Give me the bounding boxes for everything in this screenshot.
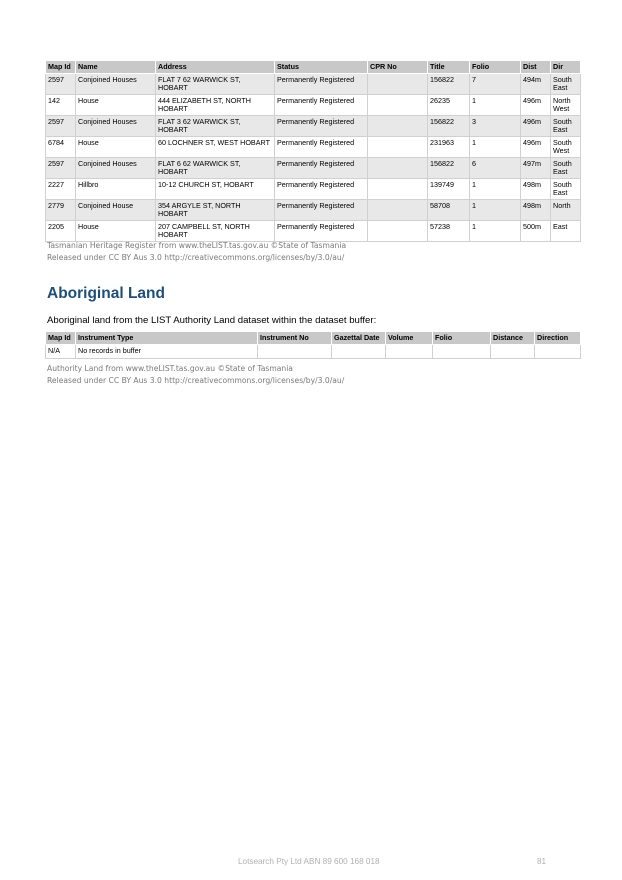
table-cell: Conjoined Houses	[76, 158, 156, 179]
heritage-register-table	[45, 60, 581, 242]
table-header-row	[46, 332, 581, 345]
table-cell: 231963	[428, 137, 470, 158]
table-cell: 354 ARGYLE ST, NORTH HOBART	[156, 200, 275, 221]
table-cell: Permanently Registered	[275, 200, 368, 221]
table-cell: Permanently Registered	[275, 221, 368, 242]
table-cell: 498m	[521, 179, 551, 200]
table-row	[46, 95, 581, 116]
table-row	[46, 200, 581, 221]
table-cell: 6	[470, 158, 521, 179]
column-header: Folio	[433, 332, 491, 345]
table-cell: 156822	[428, 74, 470, 95]
table-cell	[368, 221, 428, 242]
table-cell	[491, 345, 535, 359]
table-cell	[368, 158, 428, 179]
table-cell	[332, 345, 386, 359]
table-cell	[386, 345, 433, 359]
table-cell: 496m	[521, 137, 551, 158]
table-cell	[368, 137, 428, 158]
table-cell: 156822	[428, 158, 470, 179]
footer-company: Lotsearch Pty Ltd ABN 89 600 168 018	[238, 857, 380, 866]
table-cell: 1	[470, 137, 521, 158]
column-header: Status	[275, 61, 368, 74]
table-cell: 6784	[46, 137, 76, 158]
table-cell: 497m	[521, 158, 551, 179]
table-row	[46, 137, 581, 158]
table-cell: Conjoined Houses	[76, 74, 156, 95]
table-cell: Permanently Registered	[275, 74, 368, 95]
section-heading: Aboriginal Land	[47, 285, 165, 302]
column-header: Instrument No	[258, 332, 332, 345]
table-cell: 498m	[521, 200, 551, 221]
table-cell: Conjoined House	[76, 200, 156, 221]
table-cell: 1	[470, 200, 521, 221]
column-header: Title	[428, 61, 470, 74]
table-cell: 444 ELIZABETH ST, NORTH HOBART	[156, 95, 275, 116]
table-cell: 496m	[521, 116, 551, 137]
table-cell: Permanently Registered	[275, 158, 368, 179]
table-cell: East	[551, 221, 581, 242]
table-cell	[368, 200, 428, 221]
table-cell: House	[76, 221, 156, 242]
table-cell: Permanently Registered	[275, 116, 368, 137]
column-header: Map Id	[46, 332, 76, 345]
table-cell: Permanently Registered	[275, 137, 368, 158]
table-cell: House	[76, 137, 156, 158]
table-cell	[368, 95, 428, 116]
table-cell	[258, 345, 332, 359]
table-cell: 207 CAMPBELL ST, NORTH HOBART	[156, 221, 275, 242]
table-cell: 7	[470, 74, 521, 95]
table-cell: 2597	[46, 158, 76, 179]
table-cell: South East	[551, 158, 581, 179]
table-row	[46, 158, 581, 179]
column-header: CPR No	[368, 61, 428, 74]
table-cell: 57238	[428, 221, 470, 242]
table-cell: No records in buffer	[76, 345, 258, 359]
table-cell: FLAT 6 62 WARWICK ST, HOBART	[156, 158, 275, 179]
column-header: Gazettal Date	[332, 332, 386, 345]
table-cell: 58708	[428, 200, 470, 221]
table-cell: 60 LOCHNER ST, WEST HOBART	[156, 137, 275, 158]
table-cell: 1	[470, 179, 521, 200]
table-cell: 496m	[521, 95, 551, 116]
table-row	[46, 221, 581, 242]
license-line: Released under CC BY Aus 3.0 http://creativecommons.org/licenses/by/3.0/au/	[47, 375, 345, 385]
table-cell: Permanently Registered	[275, 95, 368, 116]
table-cell: 2597	[46, 74, 76, 95]
table-row	[46, 74, 581, 95]
table-cell: 494m	[521, 74, 551, 95]
column-header: Volume	[386, 332, 433, 345]
table-cell: 142	[46, 95, 76, 116]
table-cell: Hillbro	[76, 179, 156, 200]
table-cell: FLAT 7 62 WARWICK ST, HOBART	[156, 74, 275, 95]
table-cell: 500m	[521, 221, 551, 242]
table-cell: South West	[551, 137, 581, 158]
heritage-source-note	[47, 240, 346, 263]
table-cell: 2779	[46, 200, 76, 221]
table-cell: 3	[470, 116, 521, 137]
table-cell: 1	[470, 221, 521, 242]
table-cell: 26235	[428, 95, 470, 116]
table-row	[46, 345, 581, 359]
column-header: Direction	[535, 332, 581, 345]
table-row	[46, 179, 581, 200]
column-header: Instrument Type	[76, 332, 258, 345]
table-cell	[368, 116, 428, 137]
column-header: Distance	[491, 332, 535, 345]
source-line: Tasmanian Heritage Register from www.theLIST.tas.gov.au ©State of Tasmania	[47, 241, 347, 250]
table-cell: North	[551, 200, 581, 221]
table-cell: South East	[551, 116, 581, 137]
section-intro: Aboriginal land from the LIST Authority Land dataset within the dataset buffer:	[47, 315, 377, 326]
license-line: Released under CC BY Aus 3.0 http://creativecommons.org/licenses/by/3.0/au/	[47, 252, 345, 262]
table-cell: 1	[470, 95, 521, 116]
table-cell: N/A	[46, 345, 76, 359]
column-header: Dir	[551, 61, 581, 74]
table-cell	[535, 345, 581, 359]
aboriginal-land-table	[45, 331, 581, 359]
table-cell	[433, 345, 491, 359]
column-header: Name	[76, 61, 156, 74]
table-cell	[368, 74, 428, 95]
table-row	[46, 116, 581, 137]
table-cell: South East	[551, 74, 581, 95]
table-cell: 139749	[428, 179, 470, 200]
table-cell: Conjoined Houses	[76, 116, 156, 137]
page-number: 81	[537, 857, 547, 866]
table-cell: 2205	[46, 221, 76, 242]
table-cell: 156822	[428, 116, 470, 137]
column-header: Folio	[470, 61, 521, 74]
table-cell: House	[76, 95, 156, 116]
land-source-note	[47, 363, 344, 386]
column-header: Dist	[521, 61, 551, 74]
table-cell: 2597	[46, 116, 76, 137]
table-cell: 10-12 CHURCH ST, HOBART	[156, 179, 275, 200]
table-header-row	[46, 61, 581, 74]
table-cell	[368, 179, 428, 200]
table-cell: Permanently Registered	[275, 179, 368, 200]
table-cell: North West	[551, 95, 581, 116]
column-header: Map Id	[46, 61, 76, 74]
table-cell: FLAT 3 62 WARWICK ST, HOBART	[156, 116, 275, 137]
column-header: Address	[156, 61, 275, 74]
source-line: Authority Land from www.theLIST.tas.gov.au ©State of Tasmania	[47, 364, 293, 373]
table-cell: 2227	[46, 179, 76, 200]
table-cell: South East	[551, 179, 581, 200]
